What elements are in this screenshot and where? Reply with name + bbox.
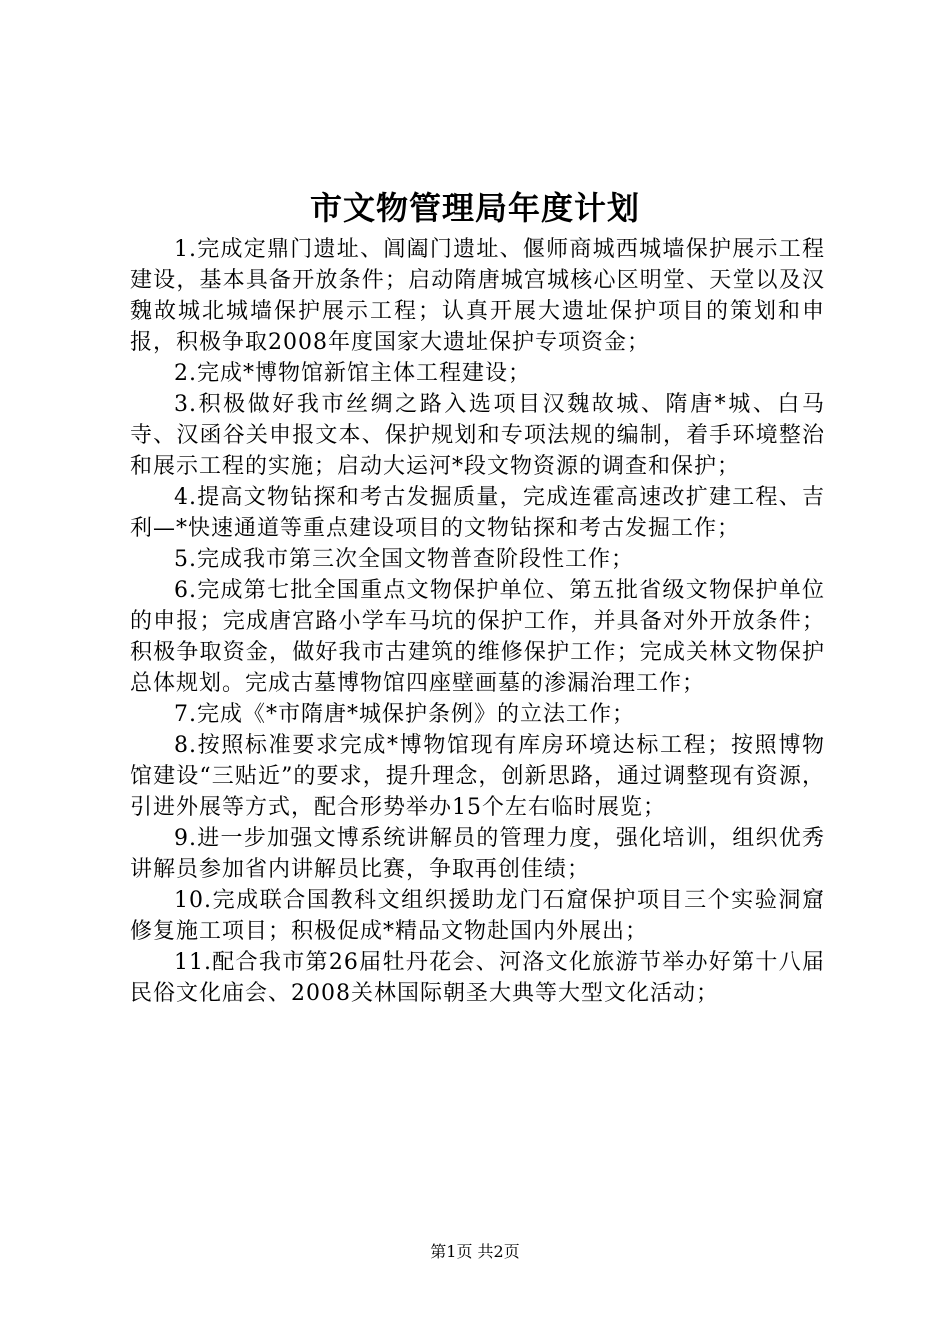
paragraph-9: 9.进一步加强文博系统讲解员的管理力度，强化培训，组织优秀讲解员参加省内讲解员比赛，争取再创佳绩；	[130, 826, 825, 882]
paragraph-4: 4.提高文物钻探和考古发掘质量，完成连霍高速改扩建工程、吉利—*快速通道等重点建设项目的文物钻探和考古发掘工作；	[130, 485, 825, 541]
paragraph-11: 11.配合我市第26届牡丹花会、河洛文化旅游节举办好第十八届民俗文化庙会、2008关林国际朝圣大典等大型文化活动；	[130, 950, 825, 1006]
page-number-footer: 第1页 共2页	[430, 1242, 520, 1261]
paragraph-6: 6.完成第七批全国重点文物保护单位、第五批省级文物保护单位的申报；完成唐宫路小学车马坑的保护工作，并具备对外开放条件；积极争取资金，做好我市古建筑的维修保护工作；完成关林文物保护总体规划。完成古墓博物馆四座壁画墓的渗漏治理工作；	[130, 578, 825, 696]
paragraph-3: 3.积极做好我市丝绸之路入选项目汉魏故城、隋唐*城、白马寺、汉函谷关申报文本、保护规划和专项法规的编制，着手环境整治和展示工程的实施；启动大运河*段文物资源的调查和保护；	[130, 392, 825, 479]
paragraph-5: 5.完成我市第三次全国文物普查阶段性工作；	[174, 547, 634, 572]
paragraph-1: 1.完成定鼎门遗址、阊阖门遗址、偃师商城西城墙保护展示工程建设，基本具备开放条件；启动隋唐城宫城核心区明堂、天堂以及汉魏故城北城墙保护展示工程；认真开展大遗址保护项目的策划和申报，积极争取2008年度国家大遗址保护专项资金；	[130, 237, 825, 355]
paragraph-7: 7.完成《*市隋唐*城保护条例》的立法工作；	[174, 702, 635, 727]
paragraph-8: 8.按照标准要求完成*博物馆现有库房环境达标工程；按照博物馆建设“三贴近”的要求，提升理念，创新思路，通过调整现有资源，引进外展等方式，配合形势举办15个左右临时展览；	[130, 733, 825, 820]
paragraph-10: 10.完成联合国教科文组织援助龙门石窟保护项目三个实验洞窟修复施工项目；积极促成*精品文物赴国内外展出；	[130, 888, 825, 944]
paragraph-2: 2.完成*博物馆新馆主体工程建设；	[174, 361, 531, 386]
document-body	[130, 234, 825, 1009]
document-title: 市文物管理局年度计划	[309, 189, 640, 227]
